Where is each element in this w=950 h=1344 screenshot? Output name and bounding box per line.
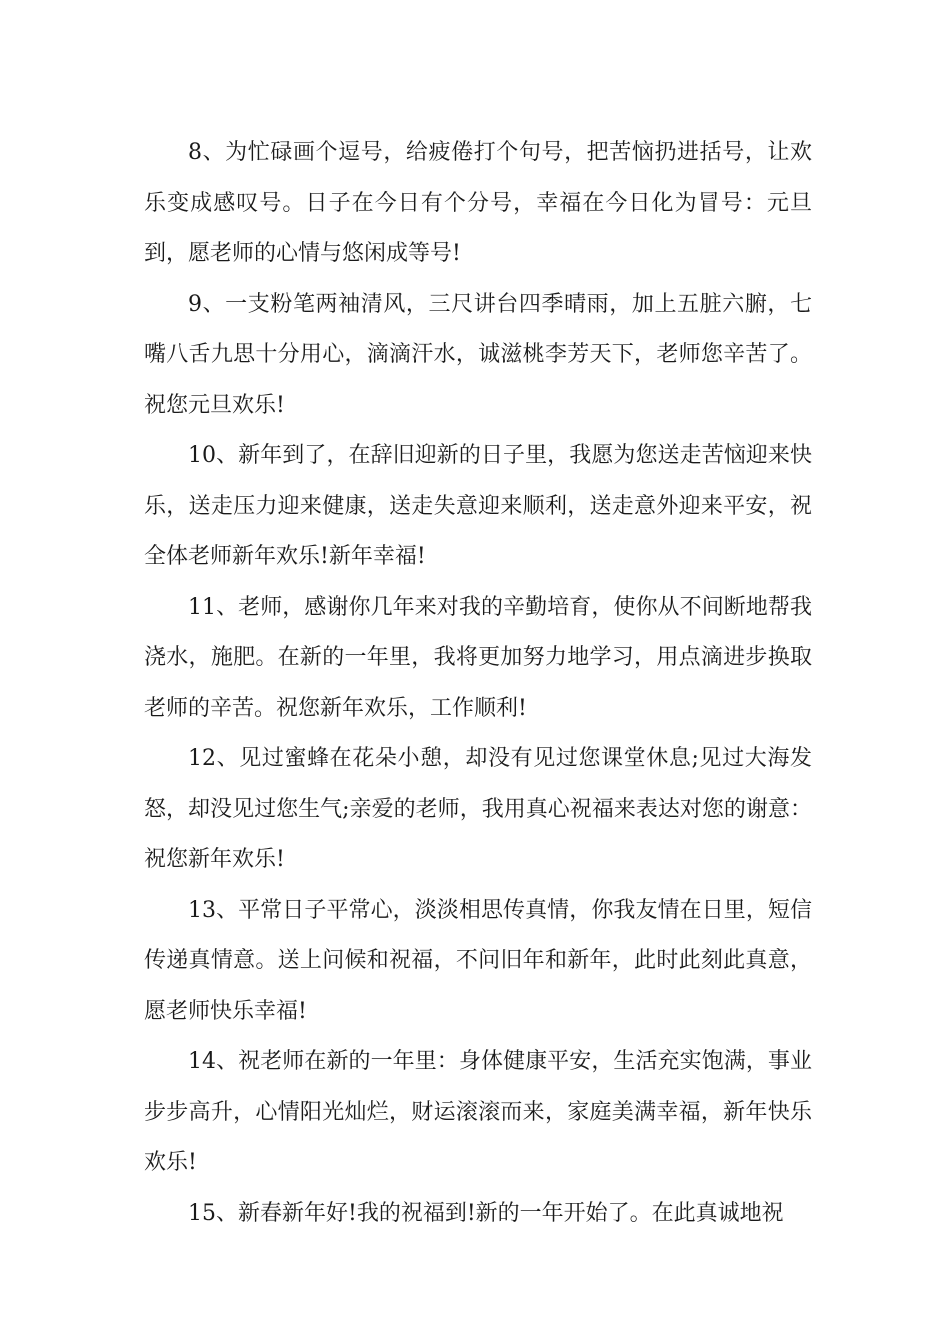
paragraph-9: 9、一支粉笔两袖清风，三尺讲台四季晴雨，加上五脏六腑，七嘴八舌九思十分用心，滴滴汗水，诚滋桃李芳天下，老师您辛苦了。祝您元旦欢乐!	[144, 291, 812, 418]
document-body	[144, 128, 812, 1239]
paragraph-12: 12、见过蜜蜂在花朵小憩，却没有见过您课堂休息;见过大海发怒，却没见过您生气;亲爱的老师，我用真心祝福来表达对您的谢意：祝您新年欢乐!	[144, 746, 812, 872]
paragraph-13: 13、平常日子平常心，淡淡相思传真情，你我友情在日里，短信传递真情意。送上问候和祝福，不问旧年和新年，此时此刻此真意，愿老师快乐幸福!	[144, 897, 812, 1024]
paragraph-15: 15、新春新年好!我的祝福到!新的一年开始了。在此真诚地祝	[188, 1200, 784, 1226]
paragraph-14: 14、祝老师在新的一年里：身体健康平安，生活充实饱满，事业步步高升，心情阳光灿烂，财运滚滚而来，家庭美满幸福，新年快乐欢乐!	[144, 1049, 812, 1175]
paragraph-10: 10、新年到了，在辞旧迎新的日子里，我愿为您送走苦恼迎来快乐，送走压力迎来健康，送走失意迎来顺利，送走意外迎来平安，祝全体老师新年欢乐!新年幸福!	[144, 443, 812, 569]
paragraph-11: 11、老师，感谢你几年来对我的辛勤培育，使你从不间断地帮我浇水，施肥。在新的一年里，我将更加努力地学习，用点滴进步换取老师的辛苦。祝您新年欢乐，工作顺利!	[144, 594, 812, 721]
paragraph-8: 8、为忙碌画个逗号，给疲倦打个句号，把苦恼扔进括号，让欢乐变成感叹号。日子在今日有个分号，幸福在今日化为冒号：元旦到，愿老师的心情与悠闲成等号!	[144, 140, 812, 266]
